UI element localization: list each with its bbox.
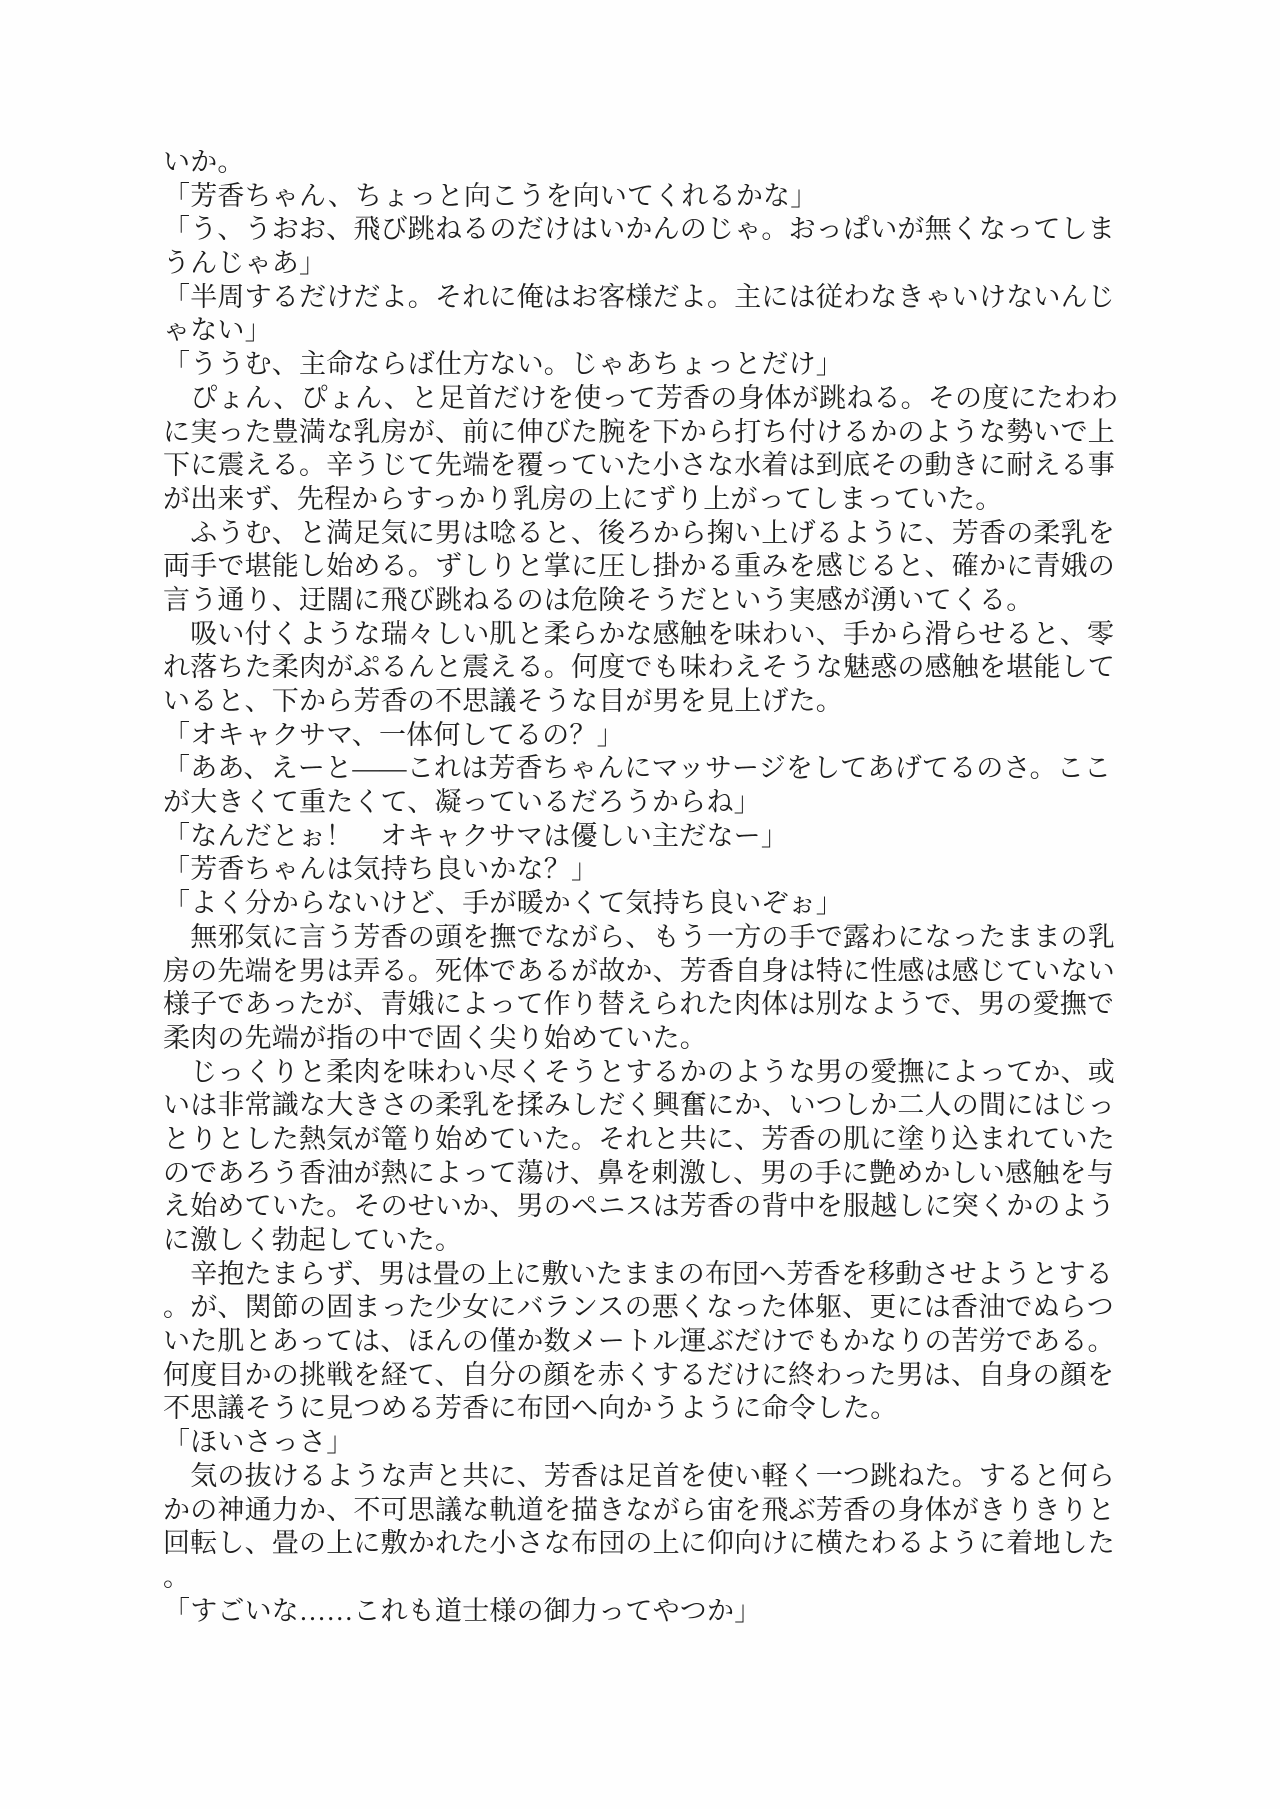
- text-line: 。: [163, 1561, 191, 1592]
- text-line: 「よく分からないけど、手が暖かくて気持ち良いぞぉ」: [163, 888, 843, 919]
- text-line: 。が、関節の固まった少女にバランスの悪くなった体躯、更には香油でぬらつ: [163, 1292, 1114, 1323]
- text-line: 房の先端を男は弄る。死体であるが故か、芳香自身は特に性感は感じていない: [163, 955, 1115, 986]
- text-line: 両手で堪能し始める。ずしりと掌に圧し掛かる重みを感じると、確かに青娥の: [163, 551, 1115, 582]
- text-line: 「半周するだけだよ。それに俺はお客様だよ。主には従わなきゃいけないんじ: [163, 281, 1115, 312]
- text-line: に激しく勃起していた。: [163, 1225, 463, 1255]
- text-line: のであろう香油が熱によって蕩け、鼻を刺激し、男の手に艶めかしい感触を与: [163, 1157, 1114, 1188]
- page-text-block: [163, 146, 1119, 1628]
- text-line: が大きくて重たくて、凝っているだろうからね」: [163, 787, 761, 818]
- text-line: ふうむ、と満足気に男は唸ると、後ろから掬い上げるように、芳香の柔乳を: [163, 517, 1115, 548]
- text-line: え始めていた。そのせいか、男のペニスは芳香の背中を服越しに突くかのよう: [163, 1191, 1115, 1222]
- text-line: 不思議そうに見つめる芳香に布団へ向かうように命令した。: [163, 1393, 898, 1424]
- text-line: いた肌とあっては、ほんの僅か数メートル運ぶだけでもかなりの苦労である。: [163, 1326, 1115, 1357]
- text-line: ゃない」: [163, 315, 272, 346]
- text-line: 辛抱たまらず、男は畳の上に敷いたままの布団へ芳香を移動させようとする: [163, 1258, 1113, 1289]
- text-line: に実った豊満な乳房が、前に伸びた腕を下から打ち付けるかのような勢いで上: [163, 416, 1115, 447]
- text-line: 「ああ、えーと——これは芳香ちゃんにマッサージをしてあげてるのさ。ここ: [163, 753, 1112, 784]
- text-line: 吸い付くような瑞々しい肌と柔らかな感触を味わい、手から滑らせると、零: [163, 618, 1115, 649]
- text-line: 柔肉の先端が指の中で固く尖り始めていた。: [163, 1022, 707, 1053]
- text-line: 何度目かの挑戦を経て、自分の顔を赤くするだけに終わった男は、自身の顔を: [163, 1359, 1115, 1390]
- text-line: 言う通り、迂闊に飛び跳ねるのは危険そうだという実感が湧いてくる。: [163, 584, 1034, 615]
- text-line: 気の抜けるような声と共に、芳香は足首を使い軽く一つ跳ねた。すると何ら: [163, 1460, 1115, 1491]
- text-line: じっくりと柔肉を味わい尽くそうとするかのような男の愛撫によってか、或: [163, 1056, 1115, 1087]
- text-line: いか。: [163, 147, 245, 177]
- text-line: かの神通力か、不可思議な軌道を描きながら宙を飛ぶ芳香の身体がきりきりと: [163, 1494, 1115, 1525]
- text-line: ぴょん、ぴょん、と足首だけを使って芳香の身体が跳ねる。その度にたわわ: [163, 382, 1119, 413]
- text-line: いると、下から芳香の不思議そうな目が男を見上げた。: [163, 686, 843, 716]
- text-line: とりとした熱気が篭り始めていた。それと共に、芳香の肌に塗り込まれていた: [163, 1123, 1115, 1154]
- text-line: 「芳香ちゃん、ちょっと向こうを向いてくれるかな」: [163, 180, 818, 211]
- text-line: れ落ちた柔肉がぷるんと震える。何度でも味わえそうな魅惑の感触を堪能して: [163, 652, 1115, 683]
- text-line: 「ううむ、主命ならば仕方ない。じゃあちょっとだけ」: [163, 349, 843, 380]
- text-line: 「すごいな……これも道士様の御力ってやつか」: [163, 1595, 762, 1626]
- text-line: いは非常識な大きさの柔乳を揉みしだく興奮にか、いつしか二人の間にはじっ: [163, 1090, 1115, 1121]
- text-line: 「オキャクサマ、一体何してるの？」: [163, 719, 624, 750]
- text-line: 下に震える。辛うじて先端を覆っていた小さな水着は到底その動きに耐える事: [163, 450, 1115, 481]
- text-line: 「芳香ちゃんは気持ち良いかな？」: [163, 854, 599, 885]
- text-line: 無邪気に言う芳香の頭を撫でながら、もう一方の手で露わになったままの乳: [163, 921, 1115, 952]
- text-line: うんじゃあ」: [163, 248, 327, 279]
- text-line: が出来ず、先程からすっかり乳房の上にずり上がってしまっていた。: [163, 483, 1003, 514]
- text-line: 回転し、畳の上に敷かれた小さな布団の上に仰向けに横たわるように着地した: [163, 1528, 1115, 1559]
- text-line: 様子であったが、青娥によって作り替えられた肉体は別なようで、男の愛撫で: [163, 989, 1115, 1020]
- text-line: 「なんだとぉ！ オキャクサマは優しい主だなー」: [163, 820, 789, 851]
- text-line: 「う、うおお、飛び跳ねるのだけはいかんのじゃ。おっぱいが無くなってしま: [163, 214, 1115, 245]
- text-line: 「ほいさっさ」: [163, 1427, 354, 1458]
